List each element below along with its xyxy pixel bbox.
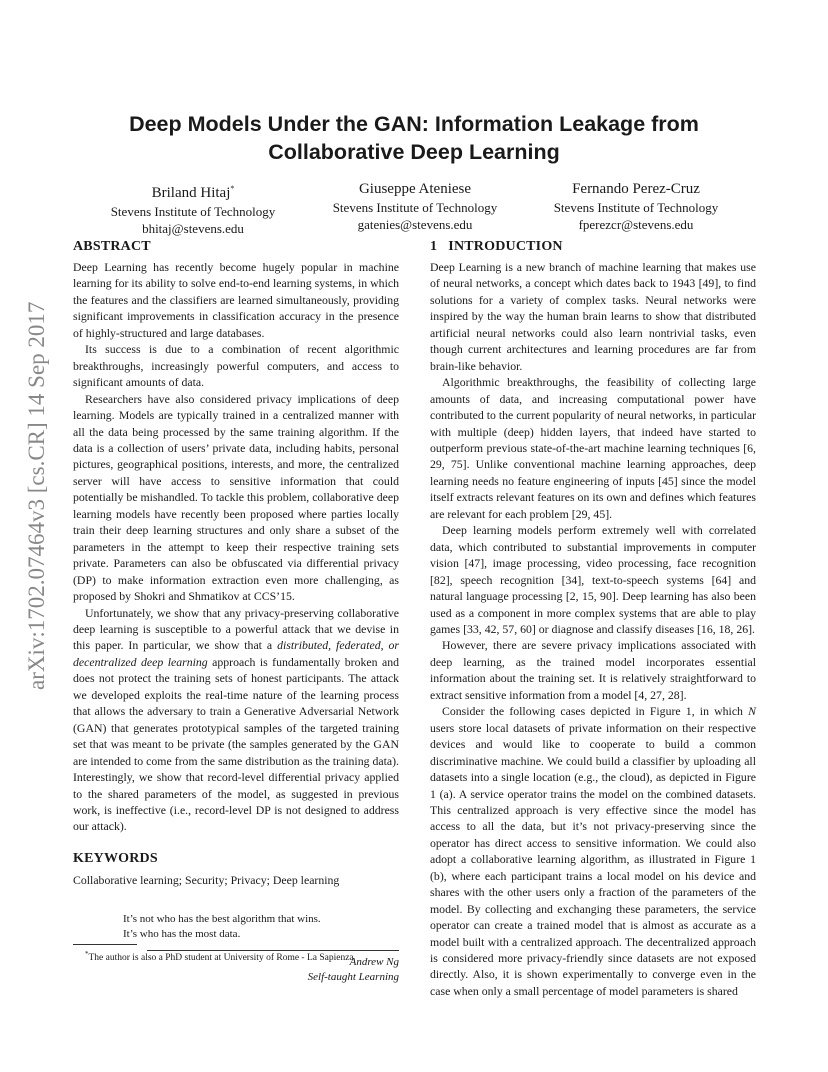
footnote: *The author is also a PhD student at University of Rome - La Sapienza bbox=[85, 950, 354, 964]
abstract-paragraph: Its success is due to a combination of recent algorithmic breakthroughs, increasingly powerful computers, and access to significant amounts of data. bbox=[73, 342, 399, 390]
paper-title bbox=[60, 110, 768, 166]
arxiv-identifier: arXiv:1702.07464v3 [cs.CR] 14 Sep 2017 bbox=[24, 301, 49, 690]
abstract-paragraph: Deep Learning has recently become hugely popular in machine learning for its ability to solve end-to-end learning systems, in which the features and the classifiers are learned simultaneously, providing significant improvements in classification accuracy in the presence of highly-structured and large databases. bbox=[73, 260, 399, 340]
footnote-rule bbox=[73, 944, 137, 945]
author-name: Fernando Perez-Cruz bbox=[572, 181, 700, 197]
intro-paragraph: Deep learning models perform extremely well with correlated data, which contributed to substantial improvements in computer vision [47], image processing, video processing, face recognition [82], speech recognition [34], text-to-speech systems [64] and natural language processing [2, 15, 90]. Deep learning has also been used as a component in more complex systems that are able to play games [33, 42, 57, 60] or diagnose and classify diseases [16, 18, 26]. bbox=[430, 523, 756, 636]
intro-paragraph: However, there are severe privacy implications associated with deep learning, as the trained model incorporates essential information about the training set. It is relatively straightforward to extract sensitive information from a model [4, 27, 28]. bbox=[430, 638, 756, 702]
author-block bbox=[295, 179, 535, 233]
title-line-1: Deep Models Under the GAN: Information Leakage from bbox=[129, 112, 699, 136]
intro-paragraph: Consider the following cases depicted in Figure 1, in which N users store local datasets of private information on their respective devices and would like to cooperate to build a common discriminative machine. We could build a classifier by uploading all datasets into a single location (e.g., the cloud), as depicted in Figure 1 (a). A service operator trains the model on the combined datasets. This centralized approach is very effective since the model has access to all the data, but it’s not privacy-preserving since the operator has direct access to sensitive information. We could also adopt a collaborative learning algorithm, as illustrated in Figure 1 (b), where each participant trains a local model on his device and shares with the other users only a fraction of the parameters of the model. By collecting and exchanging these parameters, the service operator can create a trained model that is almost as accurate as a model built with a centralized approach. The decentralized approach is considered more privacy-friendly since datasets are not exposed directly. Also, it is shown experimentally to converge even in the case when only a small percentage of model parameters is shared bbox=[430, 704, 756, 998]
right-column bbox=[430, 237, 756, 999]
footnote-mark: * bbox=[230, 184, 235, 193]
author-email: gatenies@stevens.edu bbox=[357, 217, 473, 232]
introduction-heading: 1 INTRODUCTION bbox=[430, 239, 563, 254]
author-email: fperezcr@stevens.edu bbox=[578, 217, 694, 232]
abstract-heading: ABSTRACT bbox=[73, 239, 151, 254]
author-affiliation: Stevens Institute of Technology bbox=[553, 200, 719, 215]
author-affiliation: Stevens Institute of Technology bbox=[332, 200, 498, 215]
author-block bbox=[73, 179, 313, 237]
epigraph-author: Andrew Ng bbox=[349, 956, 399, 969]
intro-paragraph: Deep Learning is a new branch of machine learning that makes use of neural networks, a concept which dates back to 1943 [49], to find solutions for a variety of complex tasks. Neural networks were inspired by the way the human brain learns to show that distributed artificial neural networks could also learn nontrivial tasks, even though current architectures and learning procedures are far from brain-like behavior. bbox=[430, 260, 756, 373]
author-block bbox=[516, 179, 756, 233]
epigraph-source: Self-taught Learning bbox=[307, 971, 399, 984]
intro-paragraph: Algorithmic breakthroughs, the feasibility of collecting large amounts of data, and increasing computational power have contributed to the current popularity of neural networks, in particular with multiple (deep) hidden layers, that indeed have started to outperform previous state-of-the-art machine learning techniques [6, 29, 75]. Unlike conventional machine learning approaches, deep learning needs no feature engineering of inputs [45] since the model itself extracts relevant features on its own and defines which features are relevant for each problem [29, 45]. bbox=[430, 375, 756, 521]
keywords-heading: KEYWORDS bbox=[73, 850, 158, 866]
title-line-2: Collaborative Deep Learning bbox=[268, 140, 560, 164]
author-name: Briland Hitaj* bbox=[151, 184, 235, 201]
abstract-paragraph: Unfortunately, we show that any privacy-preserving collaborative deep learning is susceptible to a powerful attack that we devise in this paper. In particular, we show that a distributed, federated, or decentralized deep learning approach is fundamentally broken and does not protect the training sets of honest participants. The attack we developed exploits the real-time nature of the learning process that allows the adversary to train a Generative Adversarial Network (GAN) that generates prototypical samples of the targeted training set that was meant to be private (the samples generated by the GAN are intended to come from the same distribution as the training data). Interestingly, we show that record-level differential privacy applied to the shared parameters of the model, as suggested in previous work, is ineffective (i.e., record-level DP is not designed to address our attack). bbox=[73, 605, 399, 834]
abstract-paragraph: Researchers have also considered privacy implications of deep learning. Models are typically trained in a centralized manner with all the data being processed by the same training algorithm. If the data is a collection of users’ private data, including habits, personal pictures, geographical positions, interests, and more, the centralized server will have access to sensitive information that could potentially be mishandled. To tackle this problem, collaborative deep learning models have recently been proposed where parties locally train their deep learning structures and only share a subset of the parameters in the attempt to keep their respective training sets private. Parameters can also be obfuscated via differential privacy (DP) to make information extraction even more challenging, as proposed by Shokri and Shmatikov at CCS’15. bbox=[73, 391, 399, 604]
epigraph-line: It’s who has the most data. bbox=[123, 928, 241, 941]
epigraph-line: It’s not who has the best algorithm that wins. bbox=[123, 913, 321, 926]
author-affiliation: Stevens Institute of Technology bbox=[110, 204, 276, 219]
left-column bbox=[73, 237, 399, 985]
keywords-text: Collaborative learning; Security; Privacy; Deep learning bbox=[73, 872, 340, 887]
author-name: Giuseppe Ateniese bbox=[358, 181, 472, 197]
author-email: bhitaj@stevens.edu bbox=[142, 221, 244, 236]
